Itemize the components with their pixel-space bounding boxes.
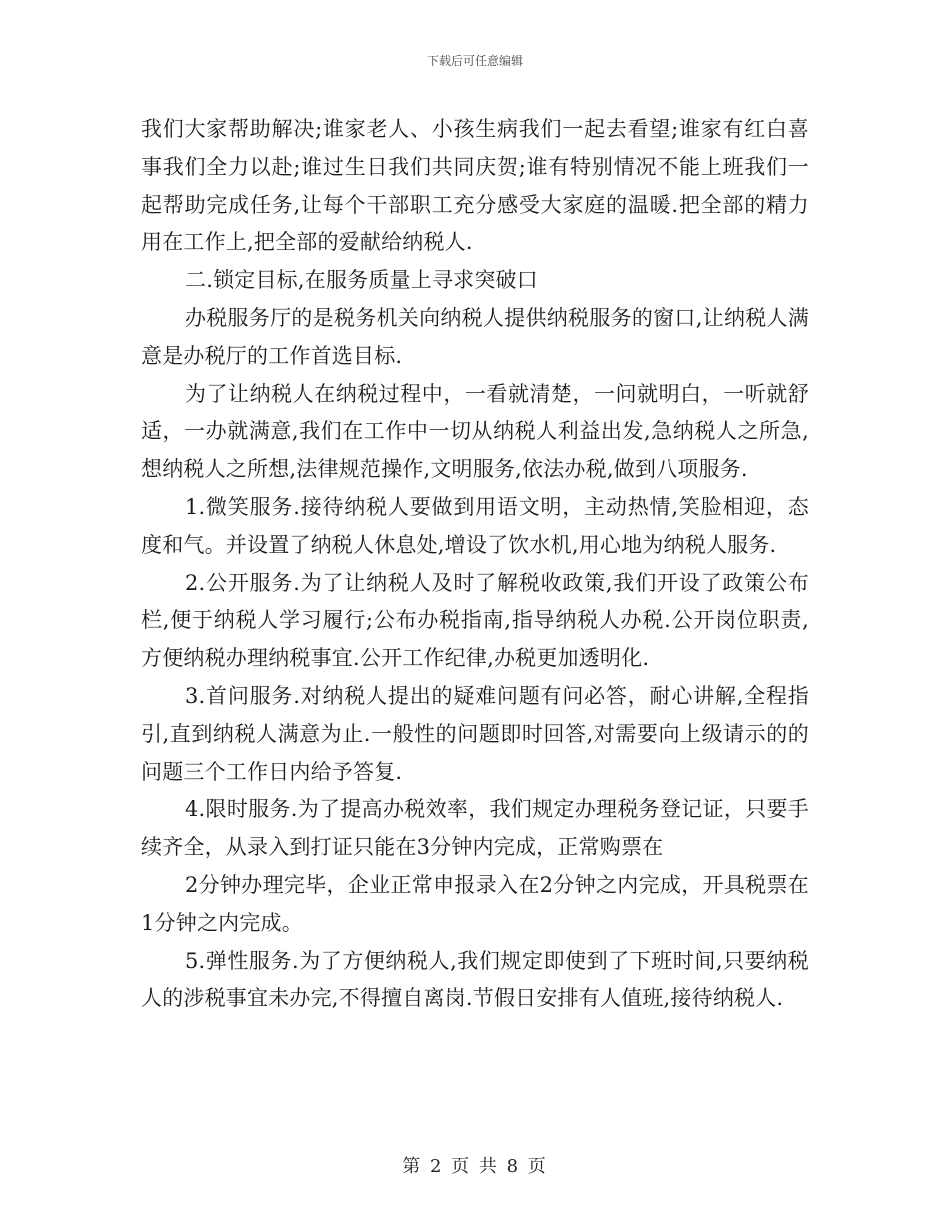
document-body: [141, 111, 809, 1018]
page-footer: 第 2 页 共 8 页: [402, 1156, 548, 1177]
list-item: 3.首问服务.对纳税人提出的疑难问题有问必答，耐心讲解,全程指引,直到纳税人满意为止.一般性的问题即时回答,对需要向上级请示的的问题三个工作日内给予答复.: [141, 683, 809, 784]
paragraph: 我们大家帮助解决;谁家老人、小孩生病我们一起去看望;谁家有红白喜事我们全力以赴;谁过生日我们共同庆贺;谁有特别情况不能上班我们一起帮助完成任务,让每个干部职工充分感受大家庭的温暖.把全部的精力用在工作上,把全部的爱献给纳税人.: [141, 117, 809, 255]
page-header: 下载后可任意编辑: [426, 54, 523, 68]
paragraph: 为了让纳税人在纳税过程中，一看就清楚，一问就明白，一听就舒适，一办就满意,我们在工作中一切从纳税人利益出发,急纳税人之所急,想纳税人之所想,法律规范操作,文明服务,依法办税,做到八项服务.: [141, 381, 809, 482]
list-item: 2.公开服务.为了让纳税人及时了解税收政策,我们开设了政策公布栏,便于纳税人学习履行;公布办税指南,指导纳税人办税.公开岗位职责,方便纳税办理纳税事宜.公开工作纪律,办税更加透明化.: [141, 570, 809, 671]
list-item: 4.限时服务.为了提高办税效率，我们规定办理税务登记证，只要手续齐全，从录入到打证只能在3分钟内完成，正常购票在: [141, 797, 809, 860]
paragraph: 办税服务厅的是税务机关向纳税人提供纳税服务的窗口,让纳税人满意是办税厅的工作首选目标.: [141, 305, 809, 368]
list-item: 1.微笑服务.接待纳税人要做到用语文明，主动热情,笑脸相迎，态度和气。并设置了纳税人休息处,增设了饮水机,用心地为纳税人服务.: [141, 494, 809, 557]
section-heading: 二.锁定目标,在服务质量上寻求突破口: [185, 268, 538, 293]
list-item: 5.弹性服务.为了方便纳税人,我们规定即使到了下班时间,只要纳税人的涉税事宜未办完,不得擅自离岗.节假日安排有人值班,接待纳税人.: [141, 948, 809, 1011]
paragraph: 2分钟办理完毕，企业正常申报录入在2分钟之内完成，开具税票在1分钟之内完成。: [141, 872, 809, 935]
